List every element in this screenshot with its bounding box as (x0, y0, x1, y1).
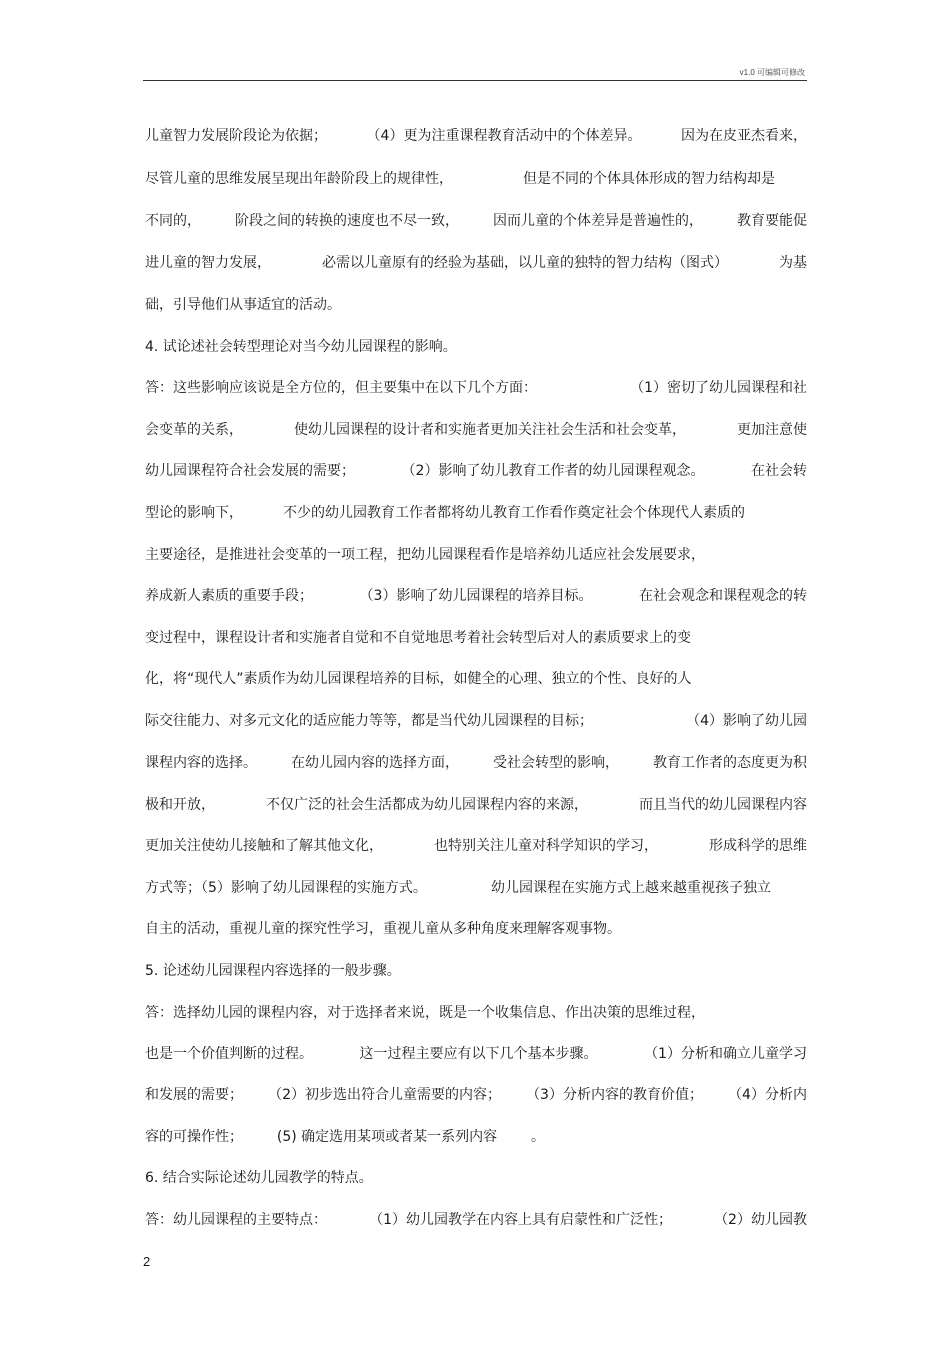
text-segment: （2）影响了幼儿教育工作者的幼儿园课程观念。 (401, 463, 705, 479)
text-segment: 课程内容的选择。 (145, 755, 257, 771)
header-rule (143, 80, 807, 81)
text-line (145, 795, 807, 815)
text-line (145, 586, 807, 606)
text-segment: 幼儿园课程符合社会发展的需要； (145, 463, 355, 479)
text-segment: 教育工作者的态度更为积 (653, 755, 807, 771)
text-line (145, 420, 807, 440)
text-segment: 而且当代的幼儿园课程内容 (639, 797, 807, 813)
text-line (145, 126, 807, 146)
text-line (145, 669, 807, 689)
text-line (145, 1168, 807, 1188)
text-segment: 教育要能促 (737, 213, 807, 229)
text-line (145, 378, 807, 398)
text-line (145, 1085, 807, 1105)
text-line (145, 1210, 807, 1230)
text-line (145, 919, 807, 939)
text-segment: 极和开放， (145, 797, 215, 813)
text-line (145, 211, 807, 231)
text-segment: 会变革的关系， (145, 422, 243, 438)
text-segment: 养成新人素质的重要手段； (145, 588, 313, 604)
text-segment: （1）幼儿园教学在内容上具有启蒙性和广泛性； (369, 1212, 672, 1228)
text-segment: 。 (531, 1129, 545, 1145)
text-line (145, 711, 807, 731)
text-line (145, 1044, 807, 1064)
text-line (145, 961, 807, 981)
text-segment: 和发展的需要； (145, 1087, 243, 1103)
text-segment: 形成科学的思维 (709, 838, 807, 854)
text-segment: 尽管儿童的思维发展呈现出年龄阶段上的规律性， (145, 171, 453, 187)
text-segment: 际交往能力、对多元文化的适应能力等等，都是当代幼儿园课程的目标； (145, 713, 593, 729)
text-segment: 阶段之间的转换的速度也不尽一致， (235, 213, 459, 229)
text-segment: （4）影响了幼儿园 (686, 713, 807, 729)
text-segment: 但是不同的个体具体形成的智力结构却是 (523, 171, 775, 187)
text-segment: 这一过程主要应有以下几个基本步骤。 (359, 1046, 598, 1062)
text-segment: （3）影响了幼儿园课程的培养目标。 (359, 588, 593, 604)
text-segment: 更加关注使幼儿接触和了解其他文化， (145, 838, 383, 854)
text-segment: 进儿童的智力发展， (145, 255, 271, 271)
text-line (145, 878, 771, 898)
text-line (145, 545, 807, 565)
text-segment: 在社会观念和课程观念的转 (639, 588, 807, 604)
text-segment: 方式等；（5）影响了幼儿园课程的实施方式。 (145, 880, 427, 896)
text-segment: 4. 试论述社会转型理论对当今幼儿园课程的影响。 (145, 339, 457, 355)
text-segment: （3）分析内容的教育价值； (526, 1087, 703, 1103)
text-segment: 答：这些影响应该说是全方位的，但主要集中在以下几个方面： (145, 380, 537, 396)
text-segment: 5. 论述幼儿园课程内容选择的一般步骤。 (145, 963, 401, 979)
text-segment: 化，将“现代人”素质作为幼儿园课程培养的目标，如健全的心理、独立的个性、良好的人 (145, 671, 692, 687)
text-segment: 6. 结合实际论述幼儿园教学的特点。 (145, 1170, 373, 1186)
text-line (145, 1127, 545, 1147)
text-line (145, 295, 807, 315)
text-segment: 型论的影响下， (145, 505, 243, 521)
text-segment: 主要途径，是推进社会变革的一项工程，把幼儿园课程看作是培养幼儿适应社会发展要求， (145, 547, 705, 563)
page-number: 2 (143, 1254, 151, 1269)
text-segment: 更加注意使 (737, 422, 807, 438)
text-segment: 不仅广泛的社会生活都成为幼儿园课程内容的来源， (266, 797, 588, 813)
text-segment: 为基 (779, 255, 807, 271)
text-segment: 自主的活动，重视儿童的探究性学习，重视儿童从多种角度来理解客观事物。 (145, 921, 621, 937)
text-line (145, 836, 807, 856)
text-line (145, 628, 807, 648)
text-segment: 容的可操作性； (145, 1129, 243, 1145)
text-line (145, 169, 775, 189)
text-segment: 答：幼儿园课程的主要特点： (145, 1212, 327, 1228)
text-line (145, 253, 807, 273)
text-segment: （2）初步选出符合儿童需要的内容； (268, 1087, 501, 1103)
text-segment: （2）幼儿园教 (714, 1212, 807, 1228)
text-segment: 因为在皮亚杰看来， (681, 128, 807, 144)
text-segment: 在幼儿园内容的选择方面， (291, 755, 459, 771)
text-segment: 必需以儿童原有的经验为基础，以儿童的独特的智力结构（图式） (322, 255, 728, 271)
text-line (145, 337, 807, 357)
text-segment: 变过程中，课程设计者和实施者自觉和不自觉地思考着社会转型后对人的素质要求上的变 (145, 630, 691, 646)
text-segment: （4）更为注重课程教育活动中的个体差异。 (366, 128, 642, 144)
text-segment: 础，引导他们从事适宜的活动。 (145, 297, 341, 313)
text-segment: 受社会转型的影响， (493, 755, 619, 771)
text-line (145, 461, 807, 481)
text-segment: 幼儿园课程在实施方式上越来越重视孩子独立 (491, 880, 771, 896)
text-segment: (5) 确定选用某项或者某一系列内容 (276, 1129, 498, 1145)
text-line (145, 503, 745, 523)
text-segment: 也是一个价值判断的过程。 (145, 1046, 313, 1062)
text-segment: （1）密切了幼儿园课程和社 (630, 380, 807, 396)
text-line (145, 1003, 807, 1023)
text-segment: 不同的， (145, 213, 201, 229)
text-segment: 因而儿童的个体差异是普遍性的， (493, 213, 703, 229)
text-segment: 也特别关注儿童对科学知识的学习， (434, 838, 658, 854)
text-segment: 不少的幼儿园教育工作者都将幼儿教育工作看作奠定社会个体现代人素质的 (283, 505, 745, 521)
text-line (145, 753, 807, 773)
text-segment: 在社会转 (751, 463, 807, 479)
text-segment: 儿童智力发展阶段论为依据； (145, 128, 327, 144)
text-segment: （1）分析和确立儿童学习 (644, 1046, 807, 1062)
version-note: v1.0 可编辑可修改 (739, 68, 805, 77)
text-segment: 答：选择幼儿园的课程内容，对于选择者来说，既是一个收集信息、作出决策的思维过程， (145, 1005, 705, 1021)
text-segment: （4）分析内 (728, 1087, 807, 1103)
text-segment: 使幼儿园课程的设计者和实施者更加关注社会生活和社会变革， (294, 422, 686, 438)
